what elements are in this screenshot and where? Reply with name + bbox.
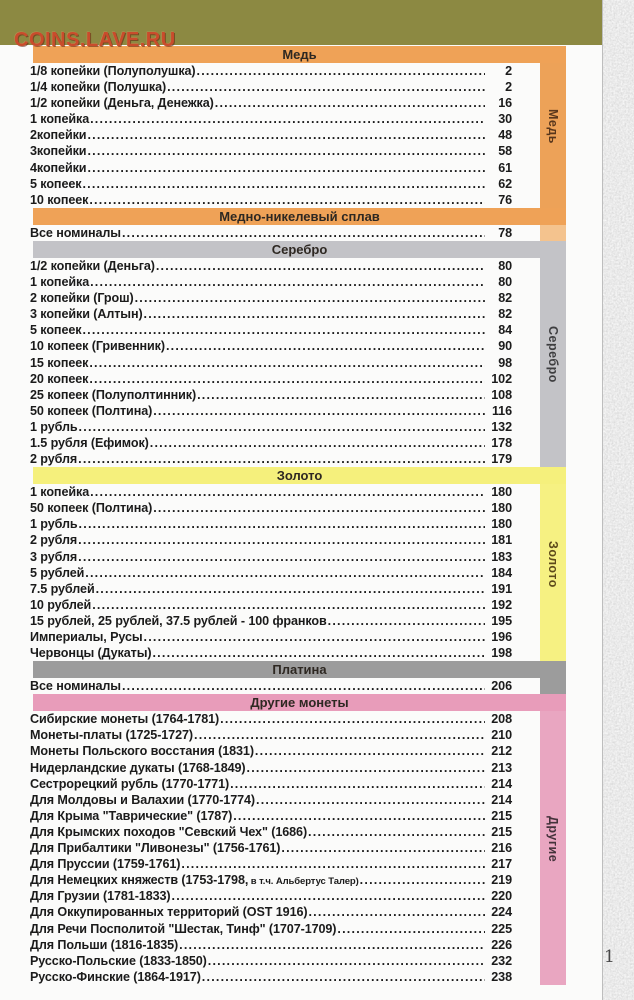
dotted-leader	[281, 840, 485, 856]
toc-entry	[30, 597, 512, 613]
toc-entry-page: 61	[498, 160, 512, 175]
section-rows	[30, 678, 512, 694]
toc-entry-label: 2копейки	[30, 128, 87, 143]
toc-entry-page: 90	[498, 339, 512, 354]
toc-entry-page: 217	[491, 857, 512, 872]
toc-entry-label: Сестрорецкий рубль (1770-1771)	[30, 776, 230, 791]
toc-entry-page: 98	[498, 355, 512, 370]
toc-entry	[30, 176, 512, 192]
dotted-leader	[90, 484, 485, 500]
section-header-other-coins	[33, 694, 566, 711]
section-title: Медь	[282, 47, 317, 62]
section-header-silver	[33, 241, 566, 258]
toc-entry	[30, 95, 512, 111]
side-tab-gold	[540, 467, 566, 661]
side-tab-silver	[540, 241, 566, 467]
toc-entry-label: Русско-Польские (1833-1850)	[30, 953, 207, 968]
dotted-leader	[79, 419, 485, 435]
dotted-leader	[87, 143, 485, 159]
toc-entry-page: 180	[491, 517, 512, 532]
toc-entry	[30, 355, 512, 371]
texture-noise	[603, 0, 634, 1000]
section-header-platinum	[33, 661, 566, 678]
toc-entry	[30, 613, 512, 629]
page-number: 1	[604, 947, 615, 967]
toc-entry-page: 102	[491, 371, 512, 386]
section-title: Платина	[272, 662, 327, 678]
toc-entry-label: Империалы, Русы	[30, 630, 143, 644]
toc-entry-page: 76	[498, 192, 512, 207]
toc-entry-label: 1 рубль	[30, 517, 78, 532]
toc-entry-label: 50 копеек (Полтина)	[30, 403, 153, 418]
toc-entry-page: 225	[491, 921, 512, 936]
dotted-leader	[144, 629, 485, 645]
toc-entry	[30, 969, 512, 985]
toc-entry	[30, 451, 512, 467]
toc-entry	[30, 921, 512, 937]
toc-entry	[30, 727, 512, 743]
section-title: Медно-никелевый сплав	[219, 208, 380, 224]
dotted-leader	[360, 872, 485, 888]
toc-entry-page: 108	[491, 387, 512, 402]
dotted-leader	[337, 921, 485, 937]
toc-entry	[30, 387, 512, 403]
toc-entry	[30, 484, 512, 500]
dotted-leader	[82, 322, 485, 338]
stone-texture-strip	[602, 0, 634, 1000]
section-title: Другие монеты	[250, 695, 349, 711]
dotted-leader	[220, 711, 485, 727]
dotted-leader	[308, 904, 485, 920]
dotted-leader	[90, 111, 485, 127]
toc-entry-page: 224	[491, 905, 512, 920]
toc-entry-page: 208	[491, 712, 512, 727]
toc-entry-label: 4копейки	[30, 160, 87, 175]
section-platinum	[30, 661, 566, 694]
toc-entry	[30, 840, 512, 856]
dotted-leader	[96, 581, 485, 597]
toc-entry-page: 2	[505, 80, 512, 95]
toc-entry	[30, 79, 512, 95]
toc-entry-label: Монеты Польского восстания (1831)	[30, 744, 254, 759]
dotted-leader	[153, 403, 485, 419]
toc-entry-label: 10 копеек (Гривенник)	[30, 339, 165, 354]
toc-entry-page: 48	[498, 128, 512, 143]
toc-entry-label: 3копейки	[30, 144, 87, 159]
toc-entry-page: 215	[491, 824, 512, 839]
toc-entry	[30, 274, 512, 290]
toc-entry	[30, 678, 512, 694]
toc-entry	[30, 711, 512, 727]
toc-entry-label: 20 копеек	[30, 371, 89, 386]
dotted-leader	[144, 306, 485, 322]
dotted-leader	[87, 127, 485, 143]
toc-entry-page: 82	[498, 307, 512, 322]
toc-entry	[30, 516, 512, 532]
dotted-leader	[233, 808, 485, 824]
toc-entry-label: 1/8 копейки (Полуполушка)	[30, 64, 196, 78]
toc-entry	[30, 127, 512, 143]
toc-entry	[30, 338, 512, 354]
toc-entry-label: 1 копейка	[30, 485, 90, 500]
toc-entry-page: 116	[491, 403, 512, 418]
dotted-leader	[230, 776, 485, 792]
toc-entry	[30, 435, 512, 451]
section-title: Золото	[276, 468, 323, 484]
section-silver	[30, 241, 566, 467]
toc-entry-page: 196	[491, 630, 512, 644]
toc-entry-page: 78	[498, 225, 512, 240]
side-tab-label: Другие	[546, 816, 560, 863]
toc-entry-page: 30	[498, 112, 512, 127]
toc-entry	[30, 63, 512, 79]
toc-entry-page: 191	[491, 581, 512, 596]
toc-entry-label: Для Прибалтики "Ливонезы" (1756-1761)	[30, 841, 281, 856]
toc-entry-page: 198	[491, 646, 512, 661]
toc-entry-label: Червонцы (Дукаты)	[30, 646, 152, 661]
toc-entry-page: 80	[498, 258, 512, 273]
toc-entry-label: 5 копеек	[30, 176, 82, 191]
dotted-leader	[197, 63, 485, 79]
toc-entry	[30, 290, 512, 306]
dotted-leader	[150, 435, 485, 451]
section-header-copper-nickel	[33, 208, 566, 225]
toc-entry	[30, 904, 512, 920]
toc-entry-label: Нидерландские дукаты (1768-1849)	[30, 760, 246, 775]
dotted-leader	[202, 969, 485, 985]
toc-entry-label: 7.5 рублей	[30, 581, 95, 596]
section-rows	[30, 484, 512, 661]
toc-entry-page: 82	[498, 291, 512, 306]
toc-entry-label: Для Немецких княжеств (1753-1798, в т.ч. Альбертус Талер)	[30, 873, 359, 888]
toc-entry	[30, 743, 512, 759]
dotted-leader	[156, 258, 485, 274]
toc-entry	[30, 143, 512, 159]
dotted-leader	[78, 532, 485, 548]
toc-entry-label: Для Грузии (1781-1833)	[30, 889, 171, 904]
toc-entry-label: 2 рубля	[30, 452, 78, 467]
toc-entry-label: Для Крымских походов "Севский Чех" (1686)	[30, 824, 308, 839]
toc-entry-label: 1/2 копейки (Деньга, Денежка)	[30, 96, 214, 111]
toc-entry	[30, 160, 512, 176]
toc-entry	[30, 776, 512, 792]
toc-entry-page: 178	[491, 435, 512, 450]
toc-entry	[30, 645, 512, 661]
toc-entry-label: 1.5 рубля (Ефимок)	[30, 435, 149, 450]
dotted-leader	[89, 355, 485, 371]
toc-entry	[30, 808, 512, 824]
dotted-leader	[208, 953, 485, 969]
side-tab-label: Серебро	[546, 325, 560, 383]
toc-entry-page: 212	[491, 744, 512, 759]
toc-entry-label: 1/2 копейки (Деньга)	[30, 258, 155, 273]
toc-entry-page: 214	[491, 792, 512, 807]
toc-entry-label-small: в т.ч. Альбертус Талер)	[248, 876, 359, 888]
toc-entry-label: 2 рубля	[30, 533, 78, 548]
toc-entry-label: Для Молдовы и Валахии (1770-1774)	[30, 792, 256, 807]
toc-entry-page: 181	[491, 533, 512, 548]
toc-entry-label: 50 копеек (Полтина)	[30, 501, 153, 516]
toc-entry-label: Для Речи Посполитой "Шестак, Тинф" (1707-1709)	[30, 921, 337, 936]
side-tab-copper	[540, 46, 566, 208]
toc-entry-label: Для Крыма "Таврические" (1787)	[30, 808, 233, 823]
section-gold	[30, 467, 566, 661]
toc-entry	[30, 856, 512, 872]
toc-entry-page: 206	[491, 679, 512, 694]
toc-entry	[30, 371, 512, 387]
dotted-leader	[181, 856, 485, 872]
toc-entry-label: 5 рублей	[30, 565, 85, 580]
dotted-leader	[197, 387, 485, 403]
toc-entry-label: 5 копеек	[30, 323, 82, 338]
toc-entry	[30, 322, 512, 338]
dotted-leader	[166, 338, 485, 354]
toc-entry-page: 226	[491, 937, 512, 952]
toc-entry	[30, 403, 512, 419]
dotted-leader	[215, 95, 485, 111]
section-rows	[30, 225, 512, 241]
dotted-leader	[135, 290, 485, 306]
toc-entry-label: Монеты-платы (1725-1727)	[30, 728, 193, 743]
toc-entry	[30, 872, 512, 888]
toc-entry-page: 232	[491, 953, 512, 968]
dotted-leader	[172, 888, 485, 904]
toc-entry-page: 214	[491, 776, 512, 791]
dotted-leader	[79, 516, 485, 532]
dotted-leader	[87, 160, 485, 176]
toc-entry	[30, 500, 512, 516]
section-other-coins	[30, 694, 566, 985]
toc-entry-label: 15 рублей, 25 рублей, 37.5 рублей - 100 франков	[30, 613, 327, 628]
toc-entry-page: 238	[491, 969, 512, 984]
toc-entry-page: 2	[505, 64, 512, 78]
toc-entry-page: 216	[491, 841, 512, 856]
dotted-leader	[153, 500, 485, 516]
dotted-leader	[92, 597, 485, 613]
toc-entry	[30, 258, 512, 274]
toc-entry-label: 15 копеек	[30, 355, 89, 370]
toc-entry	[30, 225, 512, 241]
dotted-leader	[78, 451, 485, 467]
toc-entry	[30, 419, 512, 435]
dotted-leader	[167, 79, 485, 95]
toc-entry-page: 132	[491, 419, 512, 434]
toc-entry-label: Для Оккупированных территорий (OST 1916)	[30, 905, 308, 920]
toc-entry	[30, 629, 512, 645]
dotted-leader	[328, 613, 485, 629]
dotted-leader	[179, 937, 485, 953]
toc-entry-label: Сибирские монеты (1764-1781)	[30, 712, 220, 727]
dotted-leader	[89, 371, 485, 387]
toc-entry-page: 180	[491, 501, 512, 516]
section-copper	[30, 46, 566, 208]
toc-entry	[30, 532, 512, 548]
toc-entry	[30, 760, 512, 776]
toc-entry	[30, 581, 512, 597]
toc-entry-page: 219	[491, 873, 512, 888]
toc-entry	[30, 792, 512, 808]
toc-entry-page: 183	[491, 549, 512, 564]
toc-entry	[30, 888, 512, 904]
toc-entry-label: 25 копеек (Полуполтинник)	[30, 387, 197, 402]
section-rows	[30, 63, 512, 208]
toc-entry-page: 210	[491, 728, 512, 743]
toc-entry-label: 1 рубль	[30, 419, 78, 434]
toc-entry-label: Все номиналы	[30, 225, 121, 240]
toc-entry-page: 213	[491, 760, 512, 775]
toc-entry-label: 1 копейка	[30, 275, 90, 290]
side-tab-other-coins	[540, 694, 566, 985]
toc-entry-label: Для Польши (1816-1835)	[30, 937, 179, 952]
dotted-leader	[194, 727, 485, 743]
toc-entry-page: 195	[491, 613, 512, 628]
toc-entry-label: Для Пруссии (1759-1761)	[30, 857, 181, 872]
toc-entry-page: 58	[498, 144, 512, 159]
toc-entry-label: 2 копейки (Грош)	[30, 291, 134, 306]
dotted-leader	[85, 565, 485, 581]
dotted-leader	[256, 792, 485, 808]
coins-lave-ru-watermark: COINS.LAVE.RU	[14, 29, 176, 51]
dotted-leader	[308, 824, 485, 840]
section-header-gold	[33, 467, 566, 484]
toc-entry-label: Все номиналы	[30, 679, 121, 694]
toc-entry	[30, 549, 512, 565]
toc-entry	[30, 565, 512, 581]
toc-entry	[30, 192, 512, 208]
toc-entry-label: Русско-Финские (1864-1917)	[30, 969, 201, 984]
dotted-leader	[89, 192, 485, 208]
toc-entry-page: 184	[491, 565, 512, 580]
toc-entry	[30, 824, 512, 840]
toc-entry-label: 3 рубля	[30, 549, 78, 564]
dotted-leader	[122, 225, 485, 241]
toc-entry-label: 10 рублей	[30, 597, 92, 612]
toc-entry-label: 10 копеек	[30, 192, 89, 207]
toc-entry-page: 62	[498, 176, 512, 191]
toc-entry-label: 3 копейки (Алтын)	[30, 307, 143, 322]
table-of-contents	[30, 46, 566, 985]
section-rows	[30, 711, 512, 985]
dotted-leader	[247, 760, 486, 776]
toc-entry	[30, 937, 512, 953]
dotted-leader	[82, 176, 485, 192]
dotted-leader	[152, 645, 485, 661]
dotted-leader	[90, 274, 485, 290]
toc-entry	[30, 306, 512, 322]
toc-entry-page: 180	[491, 485, 512, 500]
toc-entry-page: 192	[491, 597, 512, 612]
toc-entry-page: 84	[498, 323, 512, 338]
toc-entry-page: 215	[491, 808, 512, 823]
section-copper-nickel	[30, 208, 566, 241]
toc-entry-label: 1/4 копейки (Полушка)	[30, 80, 167, 95]
dotted-leader	[78, 549, 485, 565]
side-tab-copper-nickel	[540, 225, 566, 241]
toc-entry	[30, 953, 512, 969]
dotted-leader	[122, 678, 485, 694]
toc-entry-page: 220	[491, 889, 512, 904]
toc-entry-page: 16	[498, 96, 512, 111]
section-rows	[30, 258, 512, 467]
section-title: Серебро	[271, 241, 328, 257]
toc-entry-page: 80	[498, 275, 512, 290]
toc-entry-page: 179	[491, 452, 512, 467]
toc-entry-label: 1 копейка	[30, 112, 90, 127]
side-tab-label: Медь	[546, 109, 560, 145]
dotted-leader	[255, 743, 485, 759]
toc-entry	[30, 111, 512, 127]
side-tab-label: Золото	[546, 540, 560, 588]
